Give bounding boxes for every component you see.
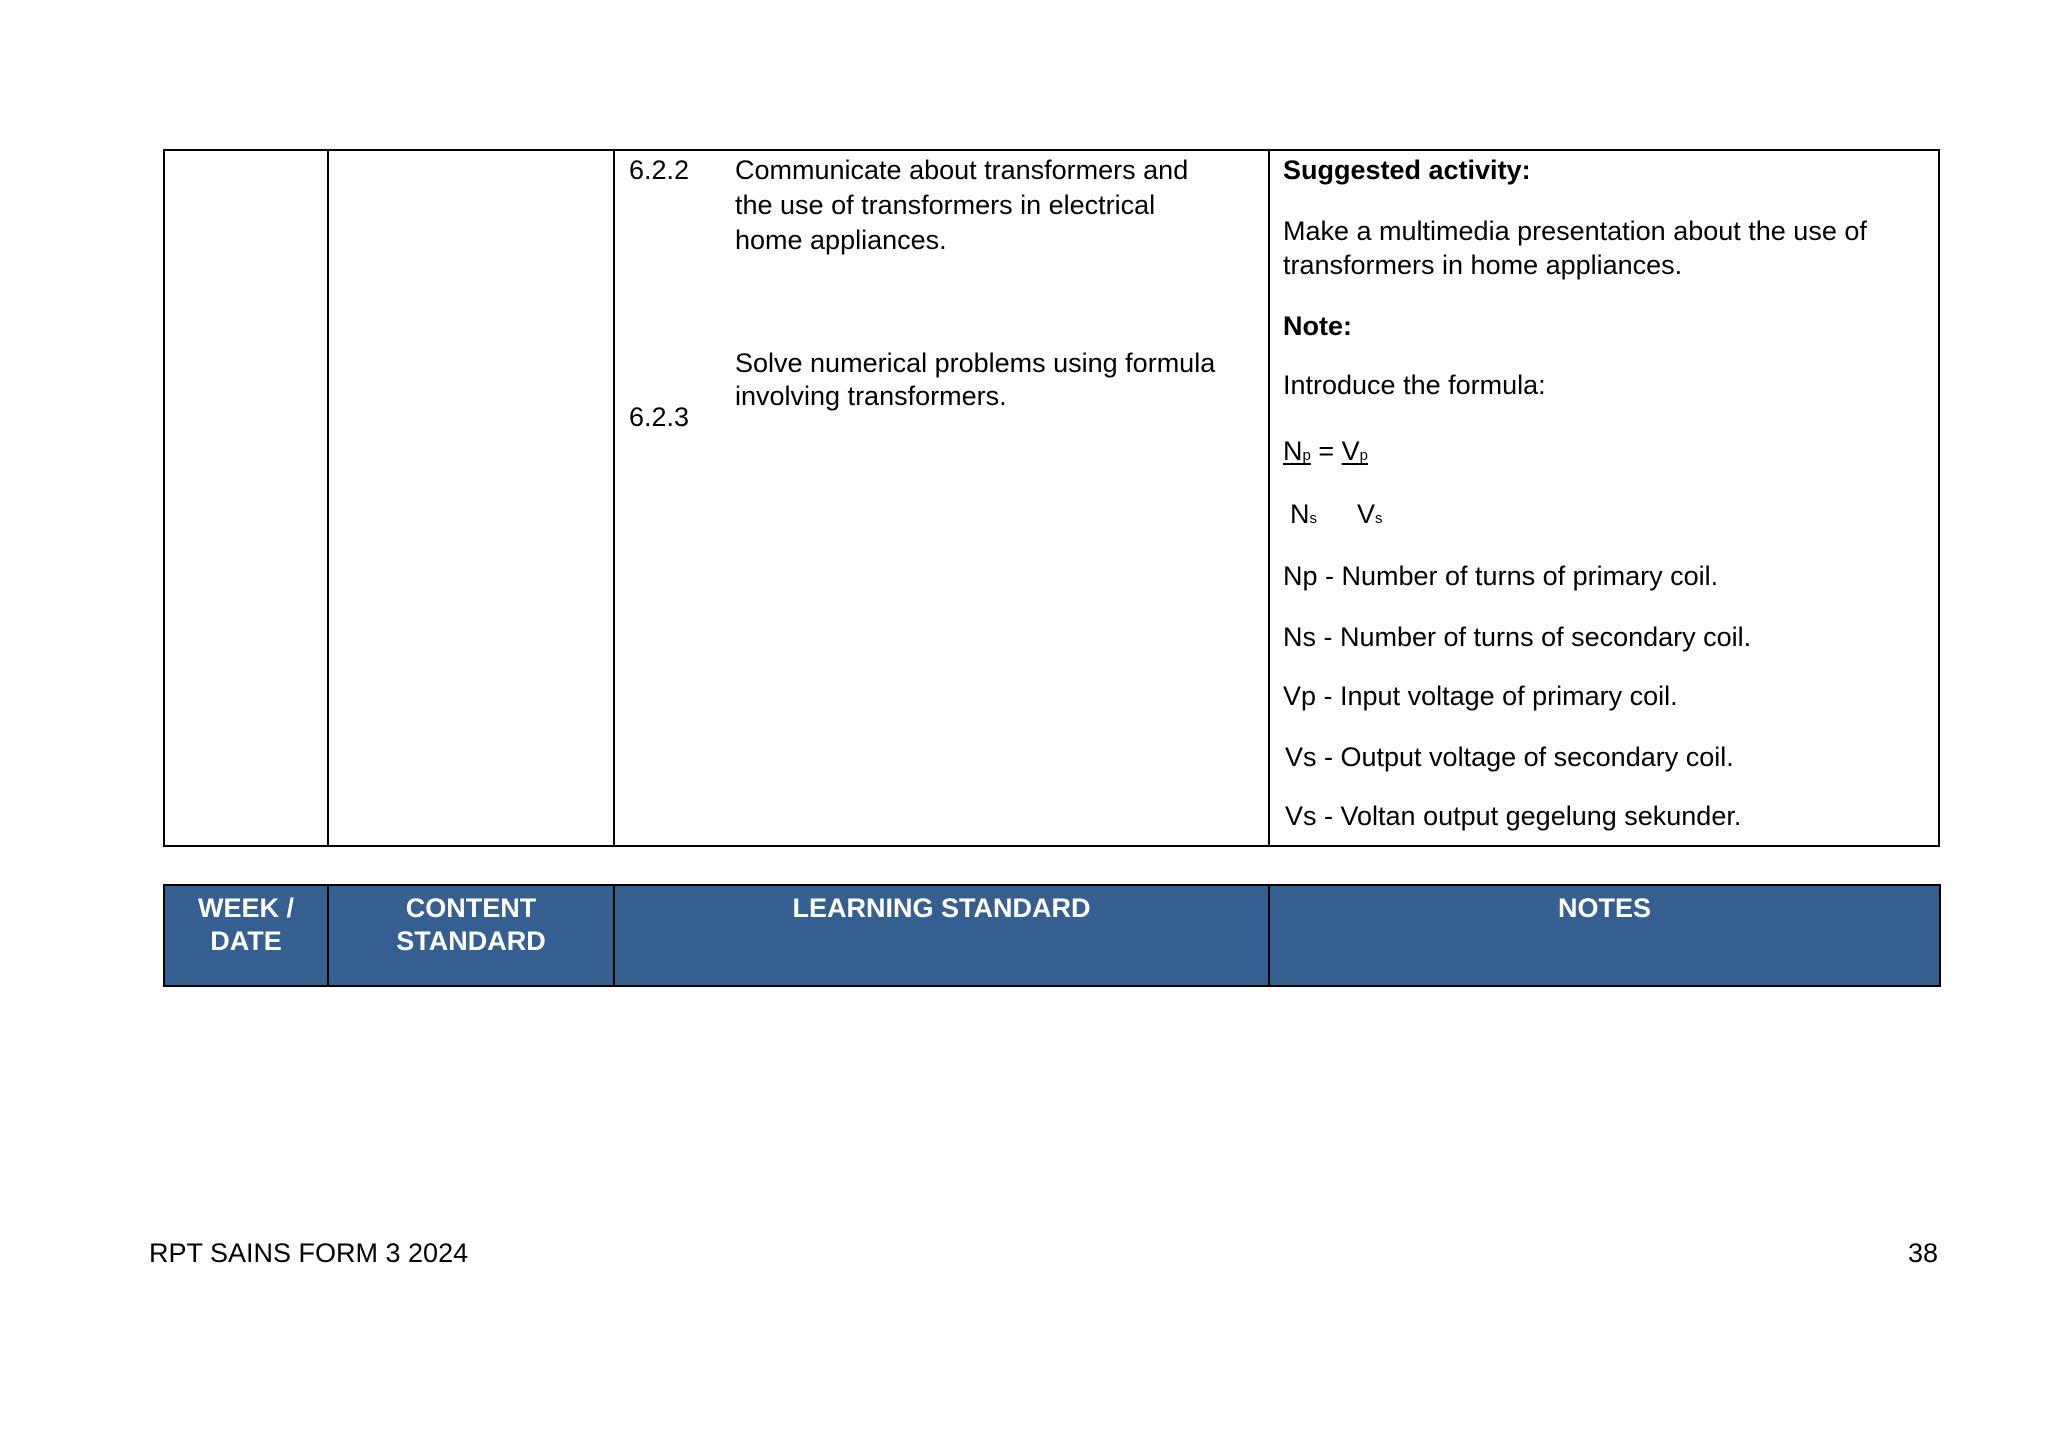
header-line: WEEK / [197, 893, 294, 923]
formula-vp [1342, 436, 1368, 466]
formula-symbol: N [1290, 499, 1310, 529]
learning-standard-text-line: the use of transformers in electrical [735, 190, 1156, 220]
formula-symbol: V [1341, 436, 1360, 466]
content-standard-cell [329, 151, 613, 845]
definition-line: Vs - Output voltage of secondary coil. [1285, 742, 1734, 772]
learning-standard-text-line: Communicate about transformers and [735, 155, 1189, 185]
formula-np [1283, 436, 1311, 466]
table-header-row [163, 884, 1941, 987]
definition-line: Np - Number of turns of primary coil. [1283, 561, 1719, 591]
formula-numerator [1283, 434, 1368, 469]
formula-vs [1357, 499, 1383, 529]
formula-subscript: p [1359, 447, 1369, 464]
learning-standard-text-line: home appliances. [735, 225, 947, 255]
note-heading: Note: [1283, 311, 1352, 341]
header-line: STANDARD [396, 926, 546, 956]
formula-subscript: s [1309, 510, 1317, 527]
header-line: CONTENT [405, 893, 537, 923]
formula-subscript: s [1375, 510, 1383, 527]
suggested-activity-heading: Suggested activity: [1283, 155, 1531, 185]
header-learning-standard: LEARNING STANDARD [792, 893, 1091, 923]
definition-line: Vp - Input voltage of primary coil. [1283, 681, 1678, 711]
formula-symbol: N [1283, 436, 1303, 466]
activity-text-line: Make a multimedia presentation about the use of [1283, 216, 1867, 246]
learning-standard-code: 6.2.2 [629, 155, 690, 185]
definition-line: Vs - Voltan output gegelung sekunder. [1285, 801, 1742, 831]
formula-denominator [1290, 497, 1383, 532]
header-notes: NOTES [1557, 893, 1651, 923]
learning-standard-text-line: Solve numerical problems using formula [735, 348, 1216, 378]
header-line: DATE [210, 926, 282, 956]
formula-intro: Introduce the formula: [1283, 370, 1546, 400]
scheme-of-work-row [163, 149, 1940, 847]
week-date-cell [165, 151, 327, 845]
formula-symbol: V [1357, 499, 1376, 529]
footer-title: RPT SAINS FORM 3 2024 [149, 1238, 469, 1268]
header-week-date [165, 892, 327, 958]
page-number: 38 [1907, 1238, 1938, 1268]
header-content-standard [329, 892, 613, 958]
activity-text-line: transformers in home appliances. [1283, 250, 1683, 280]
formula-equals: = [1318, 436, 1335, 466]
formula-ns [1290, 499, 1317, 529]
formula-subscript: p [1302, 447, 1311, 464]
column-divider [1268, 151, 1270, 845]
column-divider [613, 151, 615, 845]
learning-standard-code: 6.2.3 [629, 402, 690, 432]
learning-standard-text-line: involving transformers. [735, 381, 1007, 411]
definition-line: Ns - Number of turns of secondary coil. [1283, 622, 1752, 652]
